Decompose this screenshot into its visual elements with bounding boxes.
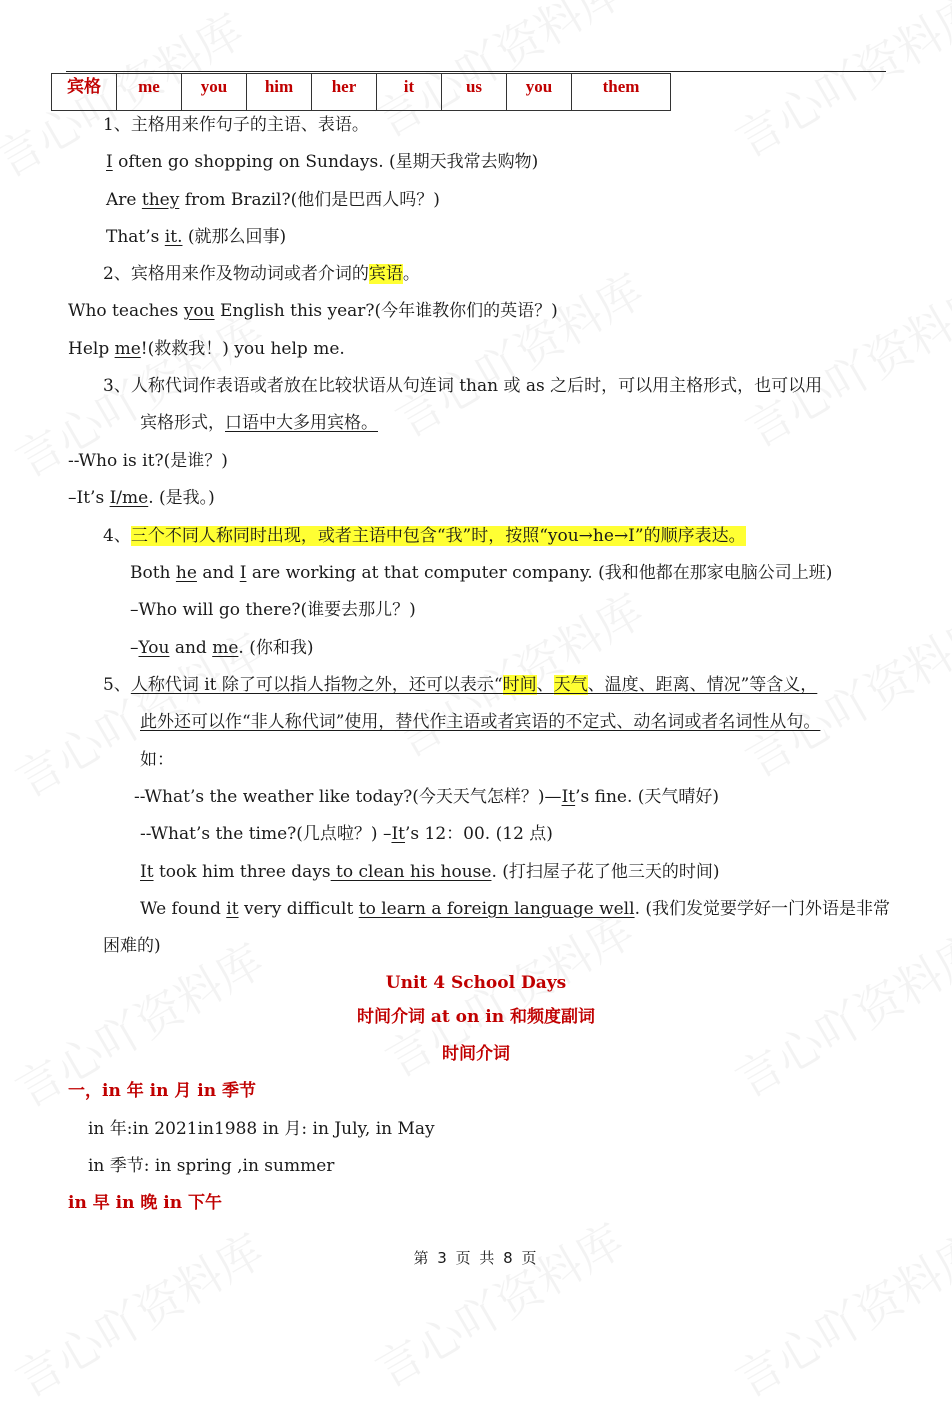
underlined-word: they [141,190,180,210]
rule-1-title: 1、主格用来作句子的主语、表语。 [103,115,369,135]
example-sentence [68,300,558,322]
highlighted-text: 三个不同人称同时出现，或者主语中包含“我”时，按照“you→he→I”的顺序表达。 [130,526,746,546]
underlined-text: to clean his house [330,862,492,882]
example-sentence [130,637,313,659]
underlined-word: me [114,339,141,359]
table-row [52,74,671,111]
example-sentence: –Who will go there?(谁要去那儿？) [130,600,416,620]
watermark [722,1215,952,1410]
watermark [382,575,654,770]
example-sentence [134,786,719,808]
text: Are [106,190,142,210]
underlined-word: You [138,638,170,658]
underlined-word: me [212,638,239,658]
text: ’s 12：00. (12 点) [405,824,553,844]
text: --What’s the weather like today?(今天天气怎样？)— [134,787,562,807]
highlighted-text: 时间 [502,675,537,695]
text: 2、宾格用来作及物动词或者介词的 [103,264,369,284]
text: 。 [402,264,420,284]
pronoun-table [51,73,671,111]
rule-5-continuation: 此外还可以作“非人称代词”使用，替代作主语或者宾语的不定式、动名词或者名词性从句。 [140,712,821,732]
text: very difficult [238,899,359,919]
underlined-word: It [391,824,406,844]
example-sentence [140,823,553,845]
rule-3-title: 3、人称代词作表语或者放在比较状语从句连词 than 或 as 之后时，可以用主格形式，也可以用 [103,376,823,396]
part-heading-2: in 早 in 晚 in 下午 [68,1193,223,1213]
unit-title: Unit 4 School Days [385,973,567,993]
table-cell: me [117,74,182,111]
text: --What’s the time?(几点啦？) – [140,824,392,844]
text: often go shopping on Sundays. (星期天我常去购物) [112,152,539,172]
text: and [196,563,240,583]
table-cell: them [572,74,671,111]
example-sentence [106,226,286,248]
rule-3-continuation [140,412,378,434]
text: . (打扫屋子花了他三天的时间) [491,862,720,882]
example-intro: 如： [140,750,174,770]
text: . (是我。) [148,488,215,508]
example-sentence [68,487,215,509]
underlined-word: it [226,899,239,919]
highlighted-text: 宾语 [368,264,403,284]
top-rule [66,71,886,72]
table-cell: him [247,74,312,111]
text: and [169,638,213,658]
watermark [732,265,952,460]
underlined-word: you [183,301,215,321]
underlined-word: I [239,563,247,583]
underlined-text: 、温度、距离、情况”等含义， [587,675,818,695]
example-sentence [130,562,832,584]
example-sentence [140,898,890,920]
list-item: in 季节: in spring ,in summer [88,1156,335,1176]
list-item: in 年:in 2021in1988 in 月: in July, in May [88,1119,435,1139]
text: . (你和我) [238,638,314,658]
table-cell: 宾格 [52,74,117,111]
watermark [382,255,654,450]
text: Help [68,339,115,359]
table-cell: us [442,74,507,111]
text: English this year?(今年谁教你们的英语？) [214,301,558,321]
watermark [2,1215,274,1410]
rule-4-title [103,525,746,547]
text: (就那么回事) [182,227,287,247]
text: 5、 [103,675,131,695]
text: 宾格形式， [140,413,225,433]
example-sentence: --Who is it?(是谁？) [68,451,228,471]
table-cell: her [312,74,377,111]
text: Who teaches [68,301,184,321]
underlined-text: 口语中大多用宾格。 [225,413,378,433]
underlined-word: he [175,563,197,583]
text: . (我们发觉要学好一门外语是非常 [634,899,891,919]
text: Both [130,563,176,583]
example-sentence [68,338,345,360]
text: are working at that computer company. (我和他都在那家电脑公司上班) [246,563,833,583]
text: 4、 [103,526,131,546]
unit-subtitle-2: 时间介词 [442,1044,510,1064]
rule-5-title [103,674,817,696]
text: took him three days [153,862,331,882]
part-heading: 一，in 年 in 月 in 季节 [68,1081,257,1101]
underlined-text: to learn a foreign language well [358,899,635,919]
example-sentence [140,861,720,883]
page-footer: 第 3 页 共 8 页 [413,1249,539,1267]
text: – [130,638,139,658]
example-sentence [106,151,538,173]
highlighted-text: 天气 [553,675,588,695]
watermark [362,1205,634,1400]
text: We found [140,899,227,919]
underlined-text: 人称代词 it 除了可以指人指物之外，还可以表示“ [130,675,503,695]
rule-2-title [103,263,420,285]
text: !(救救我！) you help me. [140,339,345,359]
text: –It’s [68,488,110,508]
text: That’s [106,227,165,247]
table-cell: you [182,74,247,111]
example-continuation: 困难的) [103,936,161,956]
unit-subtitle: 时间介词 at on in 和频度副词 [356,1007,596,1027]
table-cell: it [377,74,442,111]
watermark [722,0,952,171]
underlined-word: I [106,152,113,172]
text: from Brazil?(他们是巴西人吗？) [179,190,440,210]
example-sentence [106,189,440,211]
underlined-word: It [140,862,154,882]
underlined-word: It [561,787,576,807]
underlined-text: 、 [536,675,554,695]
underlined-word: it. [164,227,183,247]
text: ’s fine. (天气晴好) [575,787,720,807]
underlined-word: I/me [109,488,149,508]
table-cell: you [507,74,572,111]
